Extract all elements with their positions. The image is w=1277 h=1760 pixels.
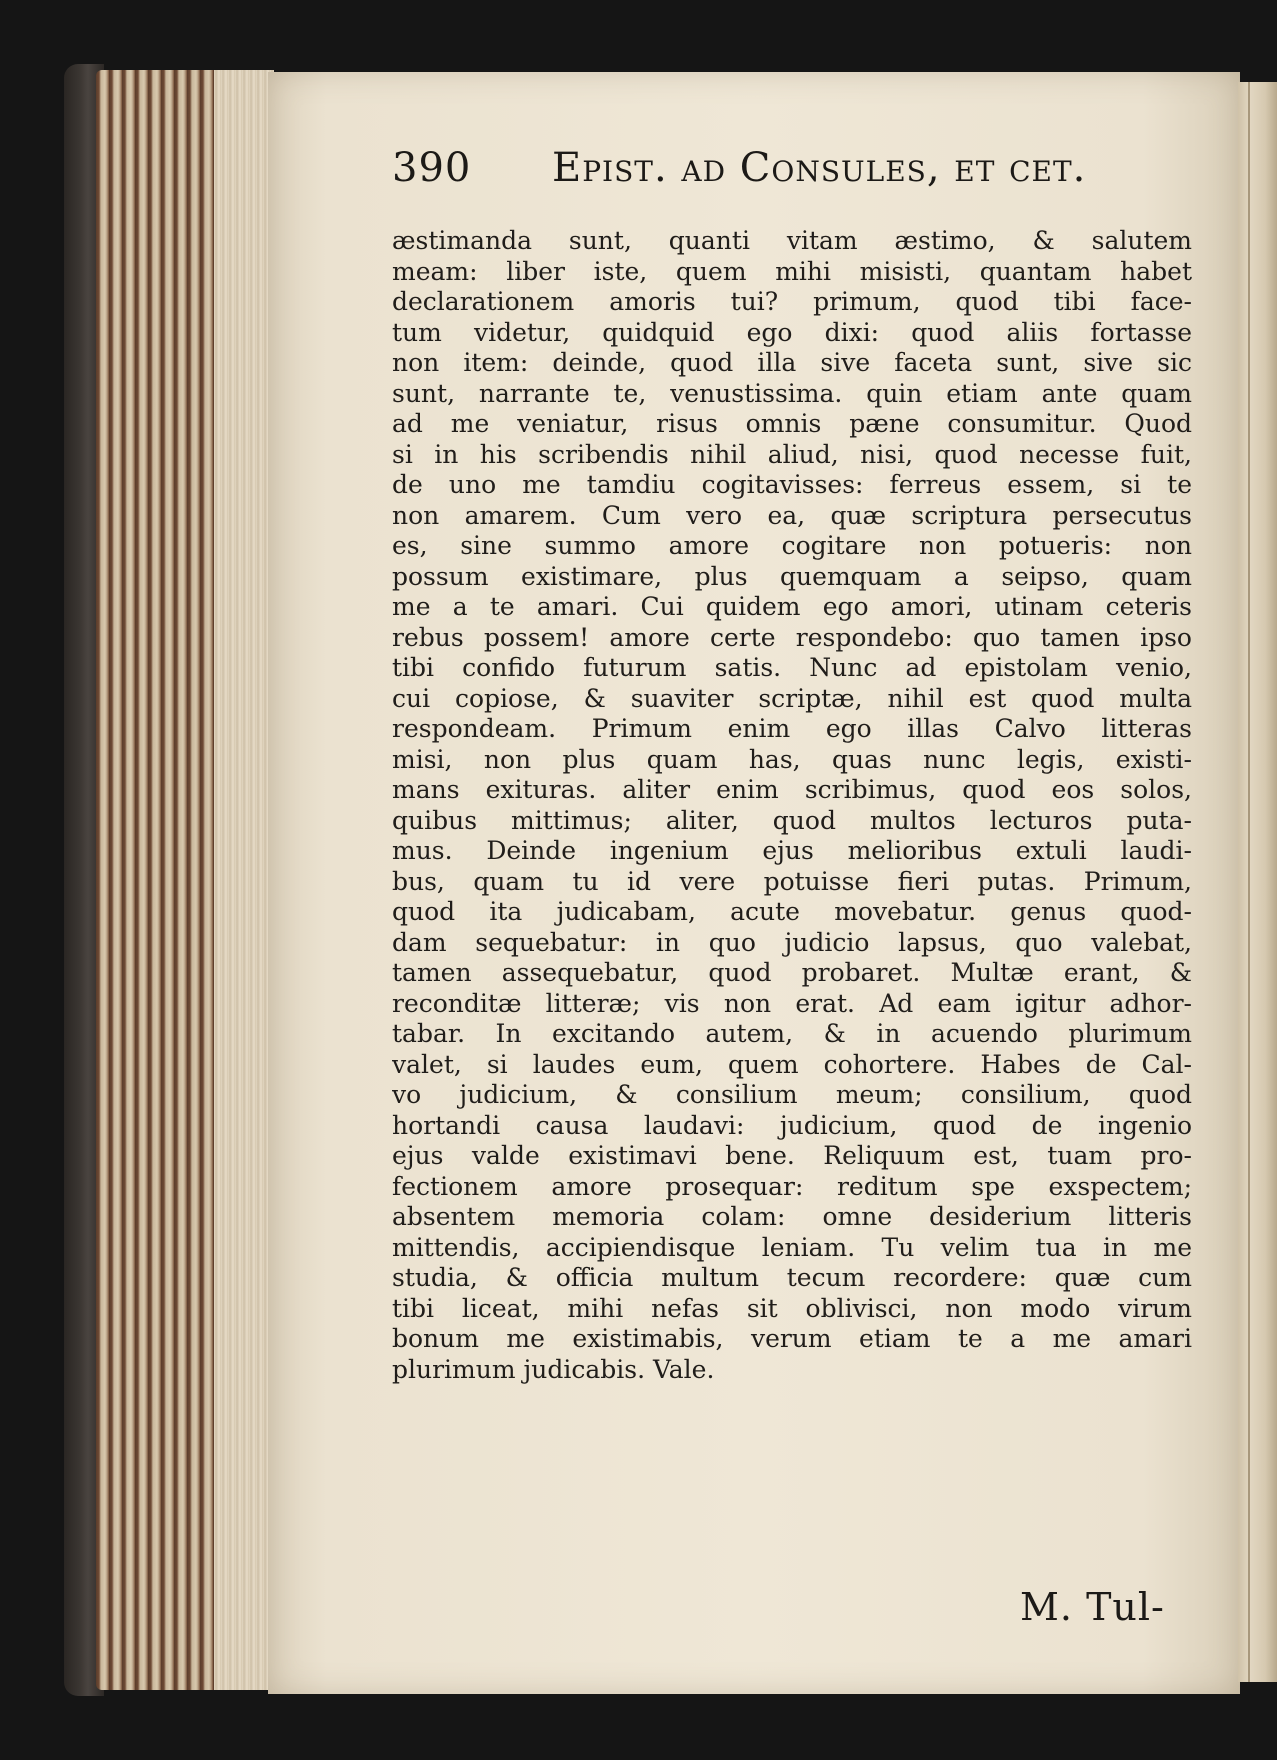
body-text [392, 226, 1192, 1385]
text-line: tabar. In excitando autem, & in acuendo plurimum [392, 1019, 1192, 1048]
text-line: sunt, narrante te, venustissima. quin etiam ante quam [392, 378, 1192, 408]
text-line: mus. Deinde ingenium ejus melioribus extuli laudi- [392, 836, 1192, 865]
text-line: dam sequebatur: in quo judicio lapsus, quo valebat, [392, 927, 1192, 957]
text-line: studia, & officia multum tecum recordere: quæ cum [392, 1263, 1192, 1292]
text-line: tibi liceat, mihi nefas sit oblivisci, non modo virum [392, 1293, 1192, 1323]
text-line: respondeam. Primum enim ego illas Calvo litteras [392, 714, 1192, 743]
text-line: bonum me existimabis, verum etiam te a me amari [392, 1324, 1192, 1353]
text-line: mans exituras. aliter enim scribimus, quod eos solos, [392, 775, 1192, 804]
text-line: meam: liber iste, quem mihi misisti, quantam habet [392, 256, 1192, 286]
text-line: plurimum judicabis. Vale. [392, 1354, 715, 1384]
page-number: 390 [392, 145, 472, 191]
text-line: rebus possem! amore certe respondebo: quo tamen ipso [392, 622, 1192, 652]
text-line: fectionem amore prosequar: reditum spe exspectem; [392, 1171, 1192, 1201]
text-line: misi, non plus quam has, quas nunc legis, existi- [392, 744, 1192, 774]
text-line: declarationem amoris tui? primum, quod tibi face- [392, 287, 1192, 316]
text-line: æstimanda sunt, quanti vitam æstimo, & salutem [392, 226, 1192, 255]
running-head: Epist. ad Consules, et cet. [552, 145, 1087, 191]
text-line: me a te amari. Cui quidem ego amori, utinam ceteris [392, 592, 1192, 621]
text-line: vo judicium, & consilium meum; consilium, quod [392, 1080, 1192, 1109]
text-line: valet, si laudes eum, quem cohortere. Habes de Cal- [392, 1049, 1192, 1079]
text-line: quod ita judicabam, acute movebatur. genus quod- [392, 897, 1192, 926]
text-line: reconditæ litteræ; vis non erat. Ad eam igitur adhor- [392, 988, 1192, 1018]
text-line: es, sine summo amore cogitare non potueris: non [392, 531, 1192, 560]
text-line: mittendis, accipiendisque leniam. Tu velim tua in me [392, 1232, 1192, 1262]
text-line: non item: deinde, quod illa sive faceta sunt, sive sic [392, 348, 1192, 377]
text-line: ad me veniatur, risus omnis pæne consumitur. Quod [392, 409, 1192, 438]
text-line: si in his scribendis nihil aliud, nisi, quod necesse fuit, [392, 439, 1192, 469]
text-line: tum videtur, quidquid ego dixi: quod aliis fortasse [392, 317, 1192, 347]
text-line: quibus mittimus; aliter, quod multos lecturos puta- [392, 805, 1192, 835]
text-line: cui copiose, & suaviter scriptæ, nihil est quod multa [392, 683, 1192, 713]
text-line: de uno me tamdiu cogitavisses: ferreus essem, si te [392, 470, 1192, 499]
text-line: bus, quam tu id vere potuisse fieri putas. Primum, [392, 866, 1192, 896]
page-edges [96, 70, 274, 1690]
page-header [392, 145, 1152, 205]
text-line: tamen assequebatur, quod probaret. Multæ erant, & [392, 958, 1192, 987]
text-line: non amarem. Cum vero ea, quæ scriptura persecutus [392, 500, 1192, 530]
text-line: absentem memoria colam: omne desiderium litteris [392, 1202, 1192, 1231]
text-line: ejus valde existimavi bene. Reliquum est, tuam pro- [392, 1141, 1192, 1170]
text-line: tibi confido futurum satis. Nunc ad epistolam venio, [392, 653, 1192, 682]
catchword: M. Tul- [1020, 1585, 1165, 1629]
text-line: possum existimare, plus quemquam a seipso, quam [392, 561, 1192, 591]
text-line: hortandi causa laudavi: judicium, quod de ingenio [392, 1110, 1192, 1140]
facing-page-edge [1238, 82, 1277, 1682]
